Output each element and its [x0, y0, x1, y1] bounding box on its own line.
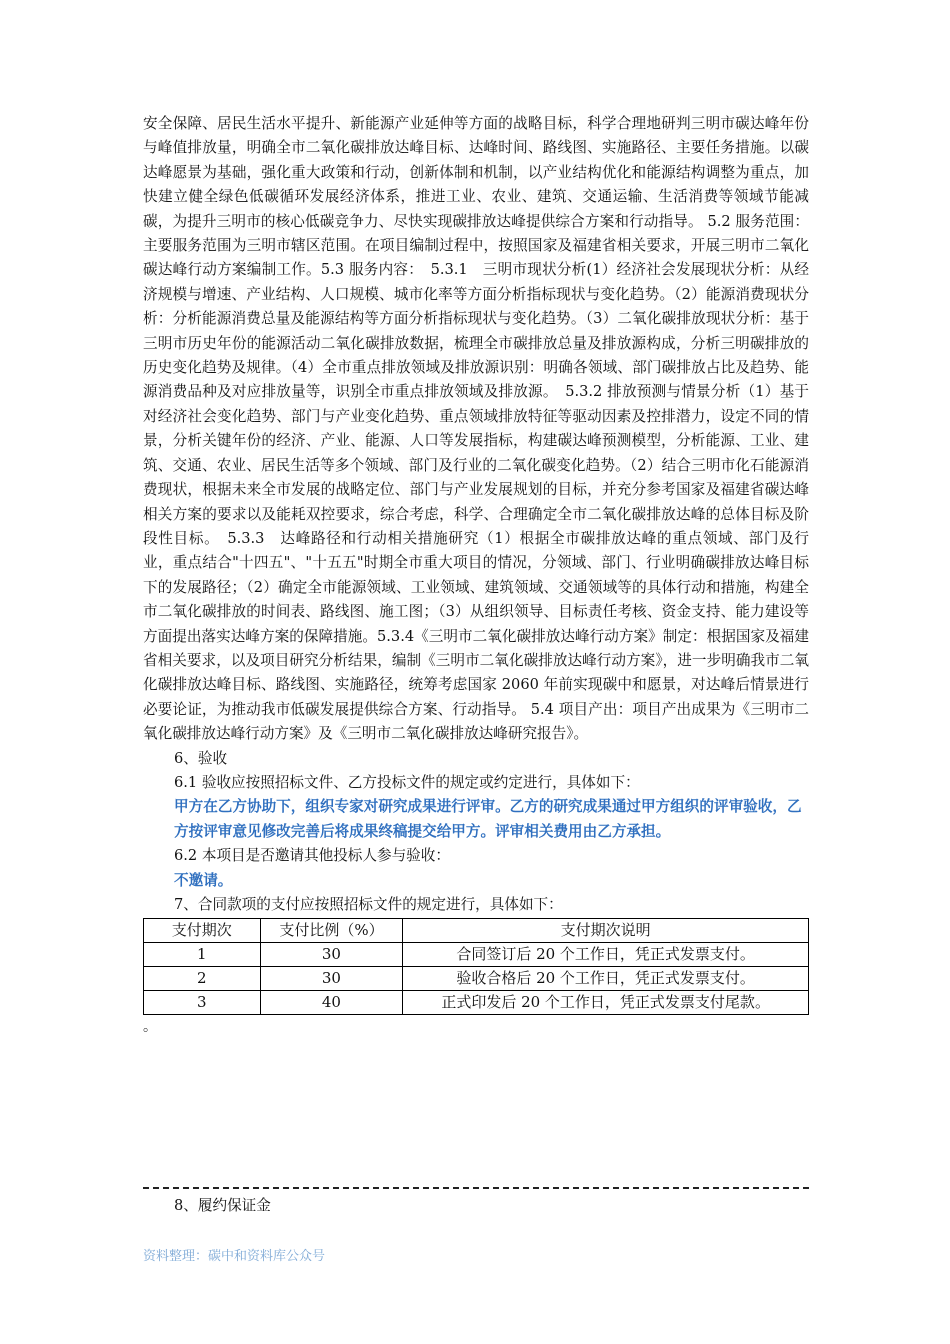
table-header-cell: 支付期次说明	[403, 919, 809, 943]
section-8-title: 8、履约保证金	[174, 1197, 271, 1214]
table-cell: 30	[260, 943, 403, 967]
document-page	[143, 112, 809, 1037]
footer-note: 资料整理：碳中和资料库公众号	[143, 1249, 326, 1264]
table-row	[144, 991, 809, 1015]
section-6-2: 6.2 本项目是否邀请其他投标人参与验收：	[174, 847, 450, 865]
table-header-cell: 支付比例（%）	[260, 919, 403, 943]
table-row	[144, 943, 809, 967]
table-cell: 正式印发后 20 个工作日，凭正式发票支付尾款。	[403, 991, 809, 1015]
table-cell: 3	[144, 991, 261, 1015]
section-7-title: 7、合同款项的支付应按照招标文件的规定进行，具体如下：	[174, 896, 563, 913]
table-trailing-mark: 。	[143, 1019, 157, 1036]
table-header-row	[144, 919, 809, 943]
table-cell: 1	[144, 943, 261, 967]
section-6-1-answer: 甲方在乙方协助下，组织专家对研究成果进行评审。乙方的研究成果通过甲方组织的评审验收，乙方按评审意见修改完善后将成果终稿提交给甲方。评审相关费用由乙方承担。	[174, 798, 802, 840]
section-6-1: 6.1 验收应按照招标文件、乙方投标文件的规定或约定进行，具体如下：	[174, 773, 640, 791]
body-paragraph: 安全保障、居民生活水平提升、新能源产业延伸等方面的战略目标，科学合理地研判三明市碳达峰年份与峰值排放量，明确全市二氧化碳排放达峰目标、达峰时间、路线图、实施路径、主要任务措施。以碳达峰愿景为基础，强化重大政策和行动，创新体制和机制，以产业结构优化和能源结构调整为重点，加快建立健全绿色低碳循环发展经济体系，推进工业、农业、建筑、交通运输、生活消费等领域节能减碳，为提升三明市的核心低碳竞争力、尽快实现碳排放达峰提供综合方案和行动指导。 5.2 服务范围：主要服务范围为三明市辖区范围。在项目编制过程中，按照国家及福建省相关要求，开展三明市二氧化碳达峰行动方案编制工作。5.3 服务内容： 5.3.1 三明市现状分析(1）经济社会发展现状分析：从经济规模与增速、产业结构、人口规模、城市化率等方面分析指标现状与变化趋势。（2）能源消费现状分析：分析能源消费总量及能源结构等方面分析指标现状与变化趋势。（3）二氧化碳排放现状分析：基于三明市历史年份的能源活动二氧化碳排放数据，梳理全市碳排放总量及排放源构成，分析三明碳排放的历史变化趋势及规律。（4）全市重点排放领域及排放源识别：明确各领域、部门碳排放占比及趋势、能源消费品种及对应排放量等，识别全市重点排放领域及排放源。 5.3.2 排放预测与情景分析（1）基于对经济社会变化趋势、部门与产业变化趋势、重点领域排放特征等驱动因素及控排潜力，设定不同的情景，分析关键年份的经济、产业、能源、人口等发展指标，构建碳达峰预测模型，分析能源、工业、建筑、交通、农业、居民生活等多个领域、部门及行业的二氧化碳变化趋势。（2）结合三明市化石能源消费现状，根据未来全市发展的战略定位、部门与产业发展规划的目标，并充分参考国家及福建省碳达峰相关方案的要求以及能耗双控要求，综合考虑，科学、合理确定全市二氧化碳排放达峰的总体目标及阶段性目标。 5.3.3 达峰路径和行动相关措施研究（1）根据全市碳排放达峰的重点领域、部门及行业，重点结合"十四五"、"十五五"时期全市重大项目的情况，分领域、部门、行业明确碳排放达峰目标下的发展路径；（2）确定全市能源领域、工业领域、建筑领域、交通领域等的具体行动和措施，构建全市二氧化碳排放的时间表、路线图、施工图；（3）从组织领导、目标责任考核、资金支持、能力建设等方面提出落实达峰方案的保障措施。5.3.4《三明市二氧化碳排放达峰行动方案》制定：根据国家及福建省相关要求，以及项目研究分析结果，编制《三明市二氧化碳排放达峰行动方案》，进一步明确我市二氧化碳排放达峰目标、路线图、实施路径，统筹考虑国家 2060 年前实现碳中和愿景，对达峰后情景进行必要论证，为推动我市低碳发展提供综合方案、行动指导。 5.4 项目产出：项目产出成果为《三明市二氧化碳排放达峰行动方案》及《三明市二氧化碳排放达峰研究报告》。	[143, 115, 809, 743]
table-header-cell: 支付期次	[144, 919, 261, 943]
table-cell: 40	[260, 991, 403, 1015]
section-6-title: 6、验收	[174, 749, 228, 767]
table-cell: 30	[260, 967, 403, 991]
table-cell: 验收合格后 20 个工作日，凭正式发票支付。	[403, 967, 809, 991]
payment-table	[143, 918, 809, 1015]
page-divider	[143, 1187, 809, 1189]
table-cell: 2	[144, 967, 261, 991]
section-6-2-answer: 不邀请。	[174, 871, 233, 889]
table-row	[144, 967, 809, 991]
table-cell: 合同签订后 20 个工作日，凭正式发票支付。	[403, 943, 809, 967]
